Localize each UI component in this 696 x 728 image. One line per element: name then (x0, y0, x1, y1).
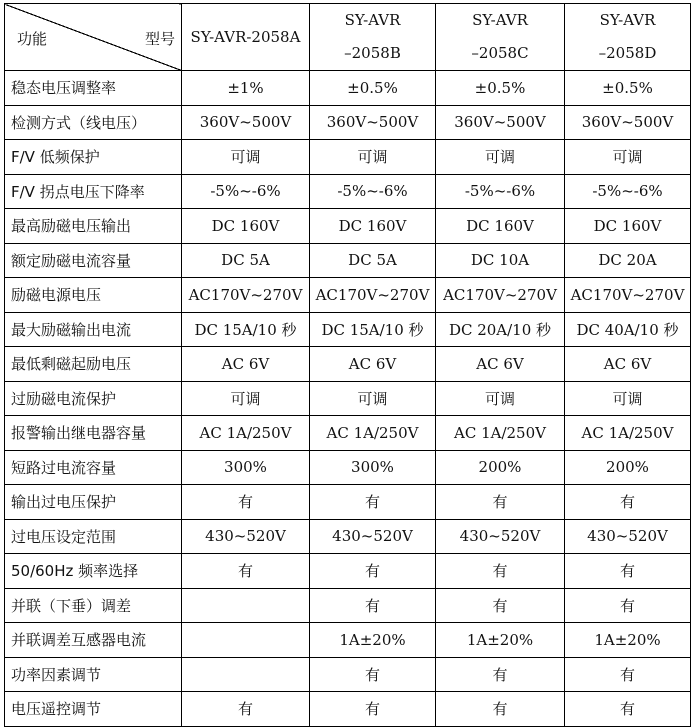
feature-cell: 过励磁电流保护 (5, 381, 182, 416)
table-row (5, 450, 691, 485)
value-cell: AC 6V (310, 347, 436, 382)
value-cell: AC 6V (436, 347, 565, 382)
table-row (5, 105, 691, 140)
value-cell: 有 (182, 692, 310, 727)
table-row (5, 347, 691, 382)
table-row (5, 174, 691, 209)
feature-cell: 过电压设定范围 (5, 519, 182, 554)
value-cell: DC 15A/10 秒 (310, 312, 436, 347)
value-cell: 430~520V (310, 519, 436, 554)
value-cell: DC 160V (182, 209, 310, 244)
value-cell: AC170V~270V (565, 278, 691, 313)
value-cell: -5%~-6% (436, 174, 565, 209)
table-row (5, 209, 691, 244)
corner-feature-label: 功能 (17, 30, 48, 48)
value-cell: 360V~500V (310, 105, 436, 140)
value-cell: DC 5A (310, 243, 436, 278)
table-row (5, 71, 691, 106)
corner-model-label: 型号 (144, 30, 175, 48)
value-cell: 有 (182, 554, 310, 589)
table-row (5, 692, 691, 727)
value-cell: AC 1A/250V (182, 416, 310, 451)
value-cell: 可调 (565, 140, 691, 175)
value-cell: ±0.5% (310, 71, 436, 106)
value-cell: ±0.5% (565, 71, 691, 106)
value-cell: AC170V~270V (310, 278, 436, 313)
value-cell: 200% (436, 450, 565, 485)
feature-cell: 电压遥控调节 (5, 692, 182, 727)
feature-cell: 并联调差互感器电流 (5, 623, 182, 658)
feature-cell: 50/60Hz 频率选择 (5, 554, 182, 589)
table-row (5, 485, 691, 520)
value-cell: -5%~-6% (565, 174, 691, 209)
value-cell: 可调 (565, 381, 691, 416)
model-name-line2: –2058C (471, 44, 529, 62)
corner-cell (5, 4, 182, 71)
feature-cell: 最低剩磁起励电压 (5, 347, 182, 382)
value-cell: 300% (182, 450, 310, 485)
value-cell: 可调 (436, 381, 565, 416)
value-cell: 有 (565, 485, 691, 520)
value-cell: DC 20A/10 秒 (436, 312, 565, 347)
value-cell (182, 657, 310, 692)
feature-cell: F/V 拐点电压下降率 (5, 174, 182, 209)
model-header-d (565, 4, 691, 71)
feature-cell: 励磁电源电压 (5, 278, 182, 313)
feature-cell: 功率因素调节 (5, 657, 182, 692)
feature-cell: F/V 低频保护 (5, 140, 182, 175)
value-cell: 有 (310, 554, 436, 589)
value-cell: DC 20A (565, 243, 691, 278)
spec-table (4, 3, 691, 727)
table-row (5, 278, 691, 313)
value-cell: 有 (436, 554, 565, 589)
value-cell: 有 (310, 657, 436, 692)
value-cell: DC 15A/10 秒 (182, 312, 310, 347)
value-cell: ±1% (182, 71, 310, 106)
model-name-line2: –2058D (598, 44, 657, 62)
value-cell: DC 10A (436, 243, 565, 278)
value-cell: 可调 (182, 381, 310, 416)
table-row (5, 588, 691, 623)
model-header-a (182, 4, 310, 71)
table-row (5, 416, 691, 451)
value-cell: 360V~500V (565, 105, 691, 140)
model-header-b (310, 4, 436, 71)
model-name-line1: SY-AVR-2058A (190, 27, 301, 46)
value-cell: 430~520V (182, 519, 310, 554)
value-cell: 360V~500V (436, 105, 565, 140)
value-cell: 有 (436, 657, 565, 692)
value-cell: AC170V~270V (182, 278, 310, 313)
value-cell: AC170V~270V (436, 278, 565, 313)
value-cell: 可调 (436, 140, 565, 175)
model-header-c (436, 4, 565, 71)
table-row (5, 623, 691, 658)
feature-cell: 额定励磁电流容量 (5, 243, 182, 278)
table-row (5, 519, 691, 554)
table-row (5, 381, 691, 416)
value-cell (182, 623, 310, 658)
table-row (5, 243, 691, 278)
value-cell: 可调 (310, 140, 436, 175)
value-cell: 有 (310, 692, 436, 727)
value-cell: 430~520V (565, 519, 691, 554)
value-cell: 430~520V (436, 519, 565, 554)
model-name-line1: SY-AVR (344, 11, 401, 29)
value-cell: 360V~500V (182, 105, 310, 140)
value-cell: 有 (182, 485, 310, 520)
value-cell: DC 5A (182, 243, 310, 278)
feature-cell: 稳态电压调整率 (5, 71, 182, 106)
value-cell: 有 (436, 588, 565, 623)
value-cell: AC 6V (565, 347, 691, 382)
feature-cell: 短路过电流容量 (5, 450, 182, 485)
value-cell: 有 (565, 657, 691, 692)
value-cell: 200% (565, 450, 691, 485)
feature-cell: 最高励磁电压输出 (5, 209, 182, 244)
value-cell: AC 1A/250V (436, 416, 565, 451)
value-cell: DC 160V (436, 209, 565, 244)
feature-cell: 报警输出继电器容量 (5, 416, 182, 451)
table-row (5, 554, 691, 589)
value-cell (182, 588, 310, 623)
model-name-line1: SY-AVR (472, 11, 528, 29)
table-row (5, 312, 691, 347)
value-cell: AC 1A/250V (310, 416, 436, 451)
value-cell: 有 (436, 692, 565, 727)
value-cell: 有 (565, 692, 691, 727)
model-name-line2: –2058B (344, 44, 401, 62)
header-row (5, 4, 691, 71)
value-cell: DC 40A/10 秒 (565, 312, 691, 347)
value-cell: 300% (310, 450, 436, 485)
value-cell: AC 6V (182, 347, 310, 382)
value-cell: ±0.5% (436, 71, 565, 106)
value-cell: 1A±20% (310, 623, 436, 658)
value-cell: AC 1A/250V (565, 416, 691, 451)
value-cell: 有 (310, 588, 436, 623)
value-cell: 1A±20% (565, 623, 691, 658)
table-row (5, 657, 691, 692)
value-cell: -5%~-6% (310, 174, 436, 209)
value-cell: 有 (565, 554, 691, 589)
value-cell: 可调 (310, 381, 436, 416)
model-name-line1: SY-AVR (599, 11, 656, 29)
value-cell: -5%~-6% (182, 174, 310, 209)
value-cell: 1A±20% (436, 623, 565, 658)
value-cell: 有 (310, 485, 436, 520)
feature-cell: 检测方式（线电压） (5, 105, 182, 140)
value-cell: DC 160V (310, 209, 436, 244)
value-cell: DC 160V (565, 209, 691, 244)
value-cell: 有 (565, 588, 691, 623)
value-cell: 可调 (182, 140, 310, 175)
feature-cell: 输出过电压保护 (5, 485, 182, 520)
table-row (5, 140, 691, 175)
spec-body (5, 71, 691, 727)
feature-cell: 并联（下垂）调差 (5, 588, 182, 623)
value-cell: 有 (436, 485, 565, 520)
feature-cell: 最大励磁输出电流 (5, 312, 182, 347)
